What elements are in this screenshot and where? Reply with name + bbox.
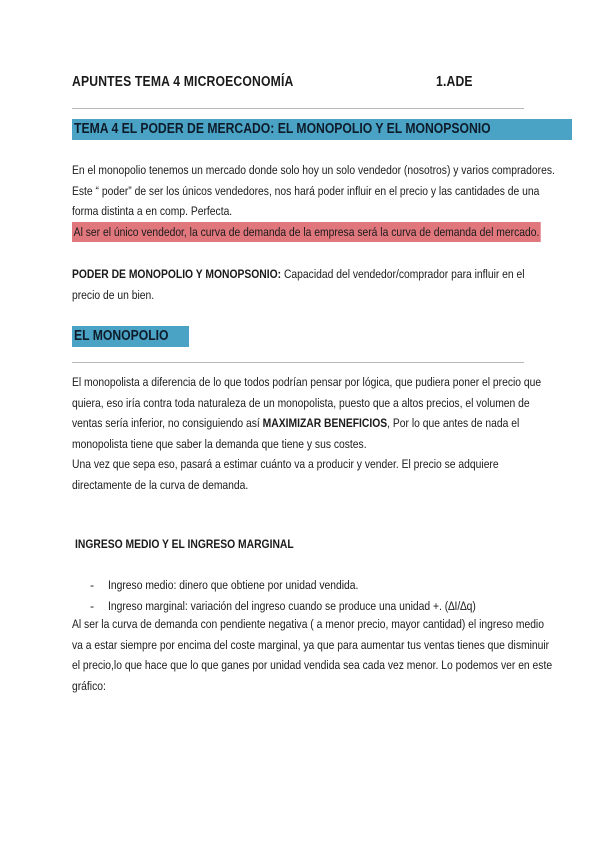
monopolio-title: EL MONOPOLIO [72, 326, 189, 347]
text-line: En el monopolio tenemos un mercado donde solo hoy un solo vendedor (nosotros) y varios compradores. [72, 163, 555, 177]
text-line: va a estar siempre por encima del coste marginal, ya que para aumentar tus ventas tienes que disminuir [72, 637, 550, 652]
document-header-title: APUNTES TEMA 4 MICROECONOMÍA [72, 74, 294, 90]
text-line: ventas sería inferior, no consiguiendo así MAXIMIZAR BENEFICIOS, Por lo que antes de nada el [72, 416, 520, 430]
definition-term: PODER DE MONOPOLIO Y MONOPSONIO: [72, 267, 282, 281]
text-line: quiera, eso iría contra toda naturaleza de un monopolista, puesto que a altos precios, el volumen de [72, 395, 530, 410]
highlighted-statement: Al ser el único vendedor, la curva de demanda de la empresa será la curva de demanda del mercado. [72, 222, 600, 243]
ingreso-paragraph [72, 614, 600, 696]
intro-paragraph [72, 160, 600, 242]
section-title: TEMA 4 EL PODER DE MERCADO: EL MONOPOLIO Y EL MONOPSONIO [72, 119, 572, 140]
text-line: PODER DE MONOPOLIO Y MONOPSONIO: Capacidad del vendedor/comprador para influir en el [72, 267, 525, 281]
bullet-dash: - [90, 599, 95, 613]
monopolio-divider [72, 362, 524, 363]
text-line: precio de un bien. [72, 287, 155, 302]
document-header-course: 1.ADE [436, 74, 473, 90]
document-page: APUNTES TEMA 4 MICROECONOMÍA 1.ADE TEMA 4 EL PODER DE MERCADO: EL MONOPOLIO Y EL MONOPSONIO En el monopolio tenemos un mercado donde solo hoy un solo vendedor (nosotros) y varios compradores. Este “ poder” de ser los únicos vendedores, nos hará poder influir en el precio y las cantidades de una forma distinta a en comp. Perfecta. Al ser el único vendedor, la curva de demanda de la empresa será la curva de demanda del mercado. PODER DE MONOPOLIO Y MONOPSONIO: Capacidad del vendedor/comprador para influir en el precio de un bien. EL MONOPOLIO El monopolista a diferencia de lo que todos podrían pensar por lógica, que pudiera poner el precio que quiera, eso iría contra toda naturaleza de un monopolista, puesto que a altos precios, el volumen de ventas sería inferior, no consiguiendo así MAXIMIZAR BENEFICIOS, Por lo que antes de nada el monopolista tiene que saber la demanda que tiene y sus costes. Una vez que sepa eso, pasará a estimar cuánto va a producir y vender. El precio se adquiere directamente de la curva de demanda. INGRESO MEDIO Y EL INGRESO MARGINAL - Ingreso medio: dinero que obtiene por unidad vendida. - Ingreso marginal: variación del ingreso cuando se produce una unidad +. (∆I/∆q) Al ser la curva de demanda con pendiente negativa ( a menor precio, mayor cantidad) el ingreso medio va a estar siempre por encima del coste marginal, ya que para aumentar tus ventas tienes que disminuir el precio,lo que hace que lo que ganes por unidad vendida sea cada vez menor. Lo podemos ver en este gráfico: [0, 0, 600, 848]
text-line: el precio,lo que hace que lo que ganes por unidad vendida sea cada vez menor. Lo podemos ver en este [72, 658, 553, 672]
text-line: El monopolista a diferencia de lo que todos podrían pensar por lógica, que pudiera poner el precio que [72, 375, 542, 389]
text-line: monopolista tiene que saber la demanda que tiene y sus costes. [72, 436, 367, 451]
text-line: gráfico: [72, 678, 106, 693]
text-line: forma distinta a en comp. Perfecta. [72, 204, 233, 218]
text-line: Este “ poder” de ser los únicos vendedores, nos hará poder influir en el precio y las cantidades de una [72, 183, 540, 198]
ingreso-subtitle: INGRESO MEDIO Y EL INGRESO MARGINAL [75, 537, 294, 551]
definition-paragraph [72, 264, 600, 305]
text-line: Al ser la curva de demanda con pendiente negativa ( a menor precio, mayor cantidad) el ingreso medio [72, 617, 544, 631]
header-divider [72, 108, 524, 109]
monopolio-paragraph [72, 372, 600, 495]
text-line: directamente de la curva de demanda. [72, 477, 249, 492]
text-line: Una vez que sepa eso, pasará a estimar cuánto va a producir y vender. El precio se adquiere [72, 457, 499, 471]
bullet-dash: - [90, 578, 95, 592]
